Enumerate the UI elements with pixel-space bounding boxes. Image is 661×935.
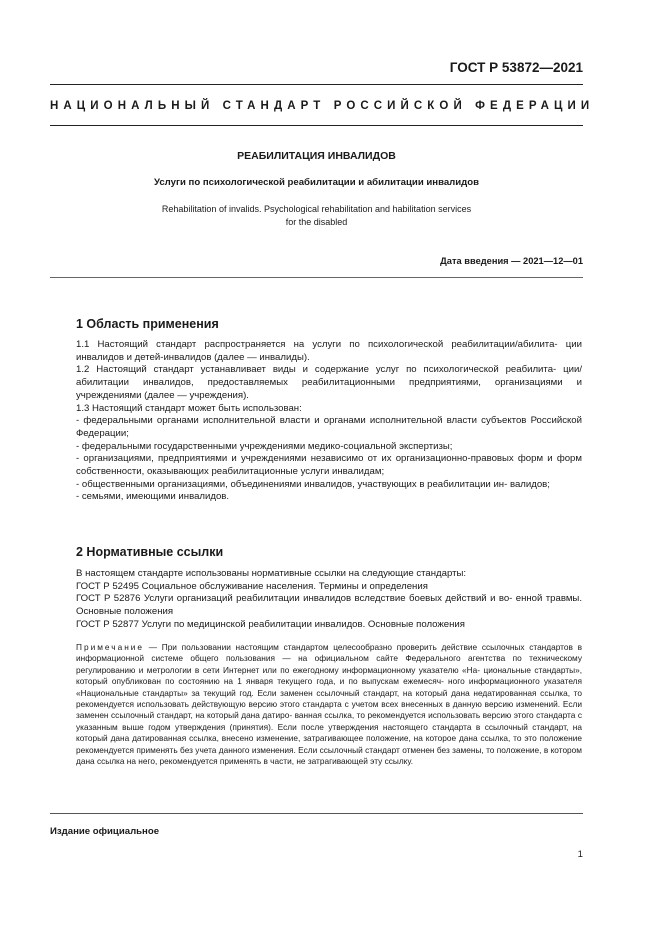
section-2-body <box>76 568 582 632</box>
list-item: - организациями, предприятиями и учреждениями независимо от их организационно-правовых форм и форм собственности, оказывающих реабилитационные услуги инвалидам; <box>76 453 582 478</box>
document-subtitle: Услуги по психологической реабилитации и абилитации инвалидов <box>153 177 480 188</box>
section-1-heading: 1 Область применения <box>76 317 219 331</box>
list-item: - федеральными государственными учреждениями медико-социальной экспертизы; <box>76 440 453 452</box>
footer-rule <box>50 813 583 814</box>
section-2-heading: 2 Нормативные ссылки <box>76 545 224 559</box>
paragraph-1-2: 1.2 Настоящий стандарт устанавливает виды и содержание услуг по психологической реабилита- ции/абилитации инвалидов, предоставляемых реабилитационными предприятиями, организациями и учреждениями (далее — учреждения). <box>76 364 582 401</box>
list-item: - федеральными органами исполнительной власти и органами исполнительной власти субъектов Российской Федерации; <box>76 415 582 439</box>
banner-rule <box>50 125 583 126</box>
reference-item: ГОСТ Р 52876 Услуги организаций реабилитации инвалидов вследствие боевых действий и во- енной травмы. Основные положения <box>76 593 582 618</box>
top-rule <box>50 84 583 85</box>
paragraph-1-3: 1.3 Настоящий стандарт может быть использован: <box>76 402 302 414</box>
reference-item: ГОСТ Р 52495 Социальное обслуживание населения. Термины и определения <box>76 580 428 592</box>
list-item: - семьями, имеющими инвалидов. <box>76 491 230 503</box>
note-label: Примечание <box>76 642 145 652</box>
list-item: - общественными организациями, объединениями инвалидов, участвующих в реабилитации ин- валидов; <box>76 478 550 490</box>
note-block <box>76 642 582 767</box>
paragraph-1-1: 1.1 Настоящий стандарт распространяется на услуги по психологической реабилитации/абилита- ции инвалидов и детей-инвалидов (далее — инвалиды). <box>76 339 582 363</box>
official-edition-label: Издание официальное <box>50 826 160 837</box>
section-1-body <box>76 339 582 504</box>
introduction-date: Дата введения — 2021—12—01 <box>440 256 583 266</box>
english-title-line-1: Rehabilitation of invalids. Psychological rehabilitation and habilitation services <box>161 204 472 214</box>
english-title <box>50 203 583 228</box>
document-title: РЕАБИЛИТАЦИЯ ИНВАЛИДОВ <box>237 150 396 162</box>
english-title-line-2: for the disabled <box>285 216 348 227</box>
reference-item: ГОСТ Р 52877 Услуги по медицинской реабилитации инвалидов. Основные положения <box>76 618 465 630</box>
date-rule <box>50 277 583 278</box>
gost-code: ГОСТ Р 53872—2021 <box>449 60 583 75</box>
national-standard-banner: НАЦИОНАЛЬНЫЙ СТАНДАРТ РОССИЙСКОЙ ФЕДЕРАЦИИ <box>50 100 595 112</box>
page-number: 1 <box>577 849 583 860</box>
references-intro: В настоящем стандарте использованы нормативные ссылки на следующие стандарты: <box>76 568 467 579</box>
note-text: — При пользовании настоящим стандартом целесообразно проверить действие ссылочных стандартов в информационной системе общего пользования — на официальном сайте Федерального агентства по техническому регулированию и метрологии в сети Интернет или по ежегодному информационному указателю «На- циональные стандарты», который опубликован по состоянию на 1 января текущего года, и по выпускам ежемесяч- ного информационного указателя «Национальные стандарты» за текущий год. Если заменен ссылочный стандарт, на который дана недатированная ссылка, то рекомендуется использовать действующую версию этого стандарта с учетом всех внесенных в данную версию изменений. Если заменен ссылочный стандарт, на который дана датиро- ванная ссылка, то рекомендуется использовать версию этого стандарта с указанным выше годом утверждения (принятия). Если после утверждения настоящего стандарта в ссылочный стандарт, на который дана датированная ссылка, внесено изменение, затрагивающее положение, на которое дана ссылка, то это положение рекомендуется применять без учета данного изменения. Если ссылочный стандарт отменен без замены, то положение, в котором дана ссылка на него, рекомендуется применять в части, не затрагивающей эту ссылку. <box>76 642 582 767</box>
